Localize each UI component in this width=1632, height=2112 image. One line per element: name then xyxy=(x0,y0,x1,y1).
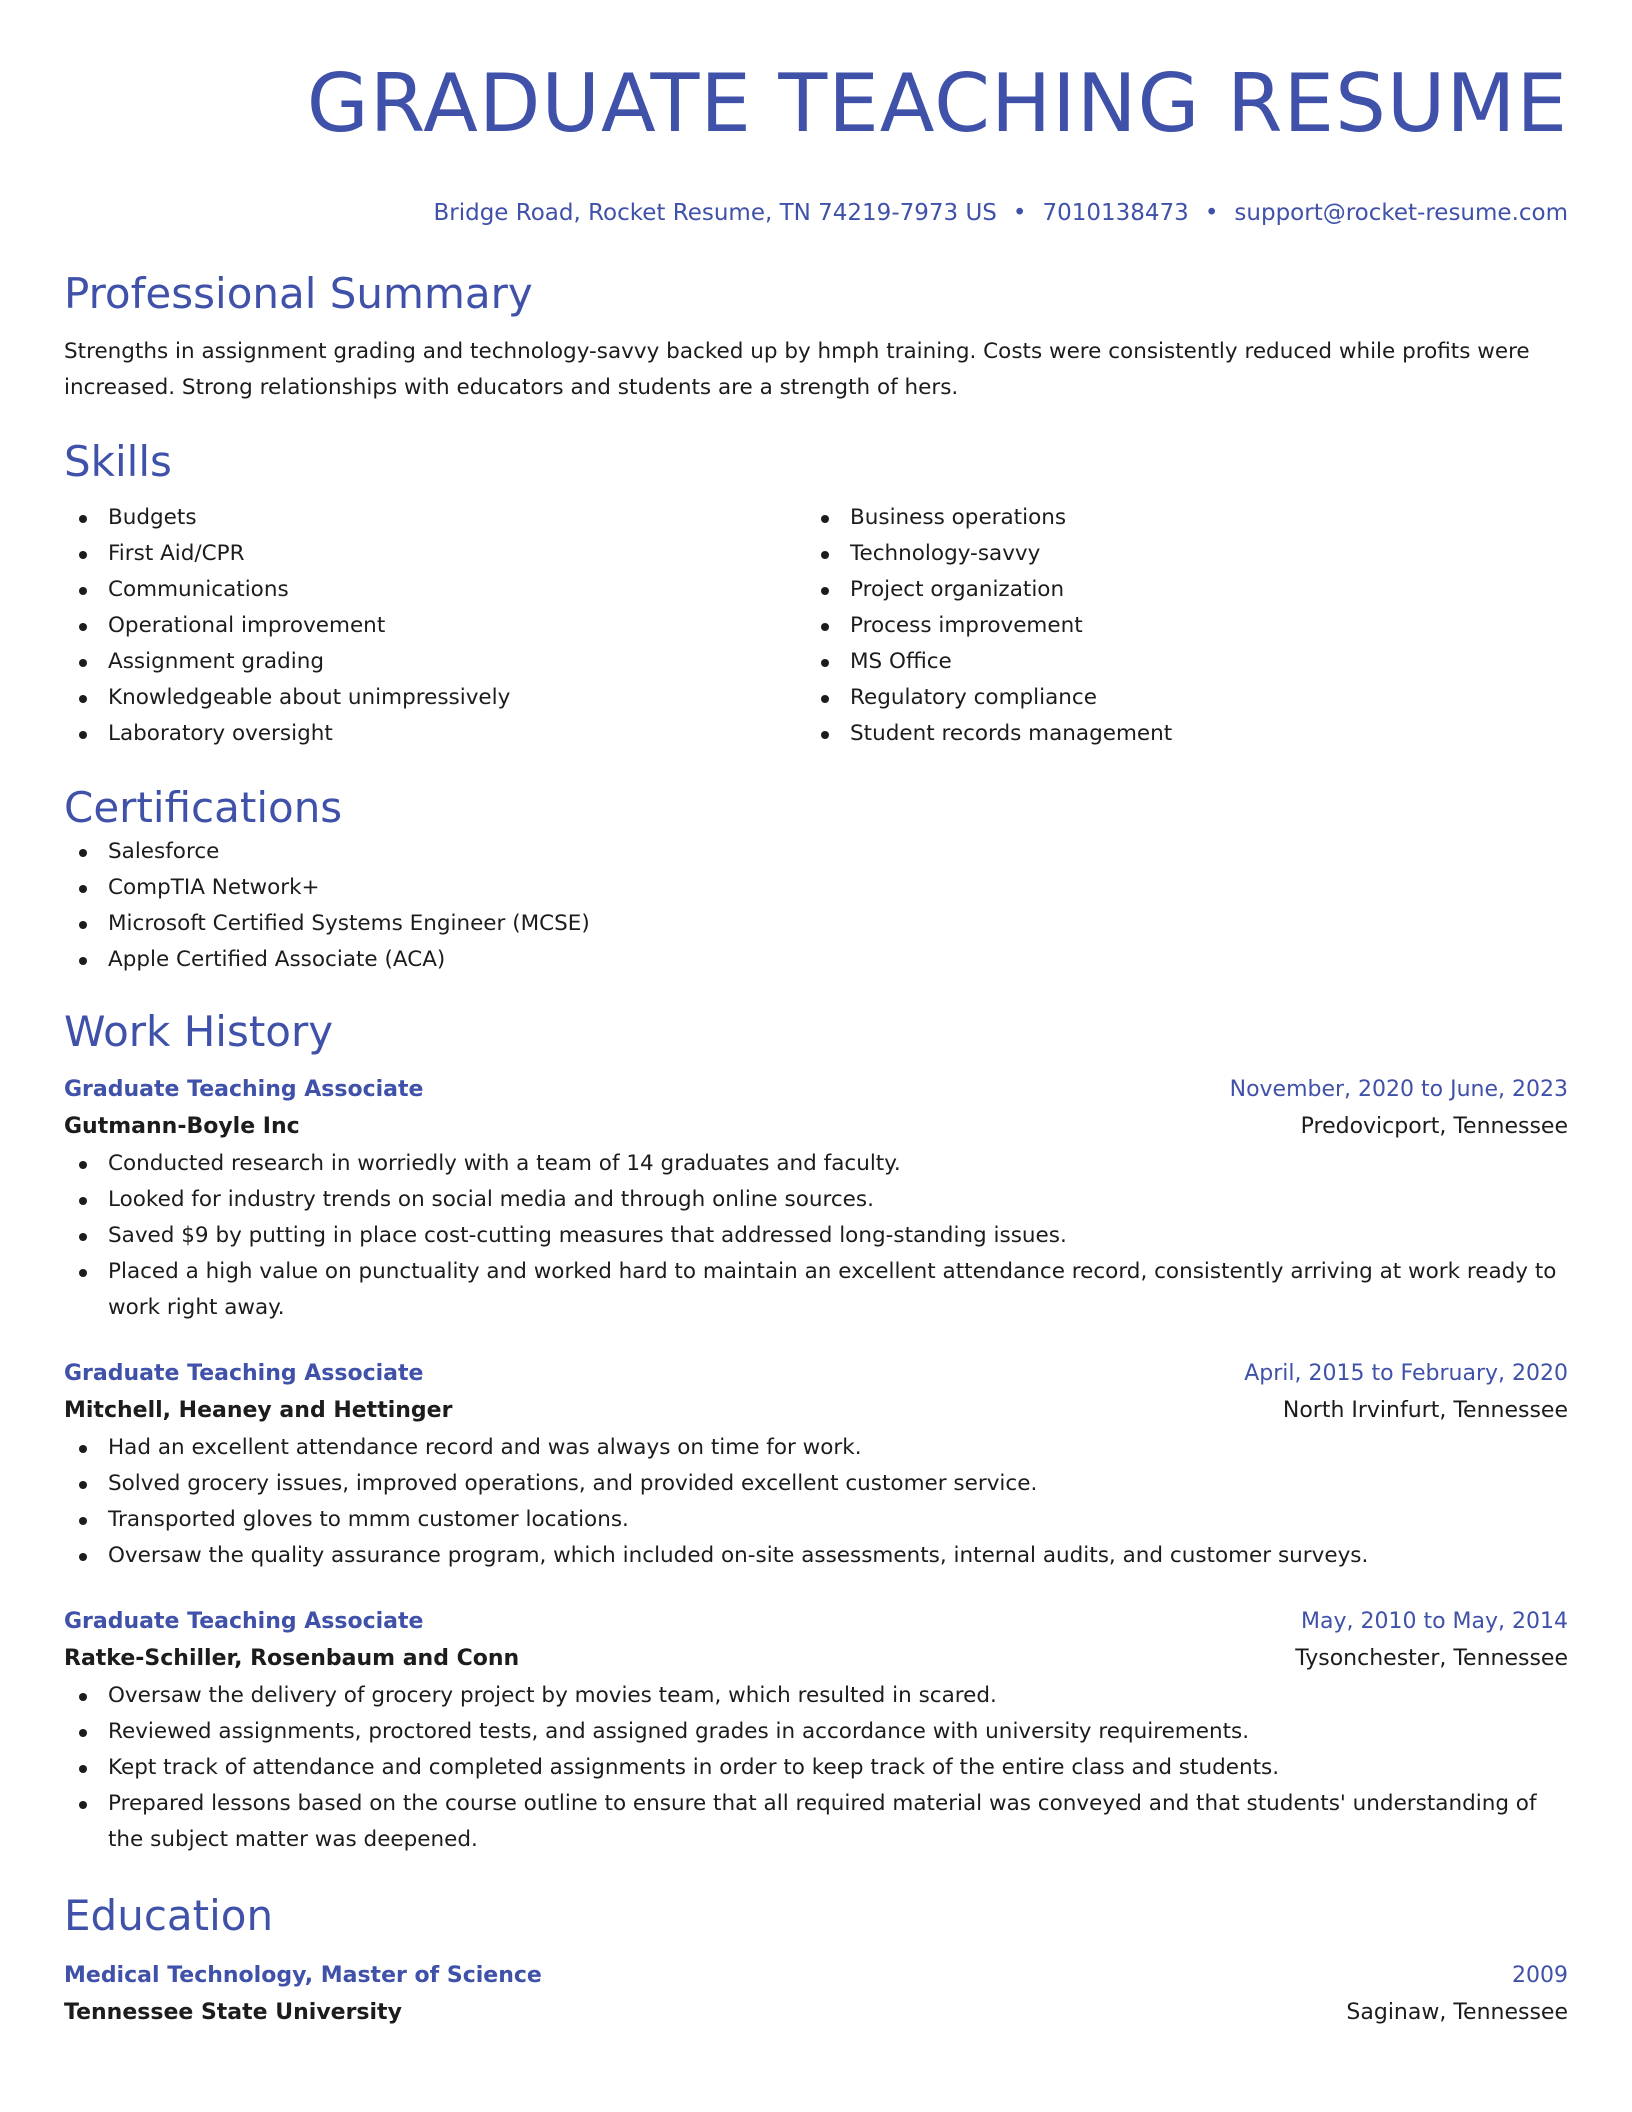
certifications-heading: Certifications xyxy=(64,783,343,832)
skill-item: Operational improvement xyxy=(64,608,806,644)
education-degree: Medical Technology, Master of Science xyxy=(64,1963,542,1988)
job-entry xyxy=(64,1356,1568,1574)
job-bullet: Looked for industry trends on social media and through online sources. xyxy=(64,1182,1568,1218)
summary-text: Strengths in assignment grading and technology-savvy backed up by hmph training. Costs were consistently reduced while profits were increased. Strong relationships with educators and students are a strength of hers. xyxy=(64,339,1530,400)
education-entry xyxy=(64,1958,1568,2032)
job-title: Graduate Teaching Associate xyxy=(64,1609,424,1634)
job-company-row xyxy=(64,1392,1568,1430)
skill-item: Assignment grading xyxy=(64,644,806,680)
education-location: Saginaw, Tennessee xyxy=(1346,2000,1568,2025)
job-bullet: Transported gloves to mmm customer locations. xyxy=(64,1502,1568,1538)
certification-item: Salesforce xyxy=(64,834,1568,870)
resume-header xyxy=(64,56,1568,228)
contact-separator: • xyxy=(1012,200,1027,226)
job-entry xyxy=(64,1604,1568,1858)
job-bullet: Reviewed assignments, proctored tests, and assigned grades in accordance with university requirements. xyxy=(64,1714,1568,1750)
skill-item: First Aid/CPR xyxy=(64,536,806,572)
job-company: Gutmann-Boyle Inc xyxy=(64,1114,300,1139)
job-bullet: Oversaw the quality assurance program, which included on-site assessments, internal audits, and customer surveys. xyxy=(64,1538,1568,1574)
education-year: 2009 xyxy=(1512,1963,1568,1988)
education-degree-row xyxy=(64,1958,1568,1994)
job-company-row xyxy=(64,1640,1568,1678)
skill-item: Knowledgeable about unimpressively xyxy=(64,680,806,716)
work-history-heading: Work History xyxy=(64,1007,334,1056)
skill-item: Technology-savvy xyxy=(806,536,1568,572)
education-school: Tennessee State University xyxy=(64,2000,402,2025)
job-company: Mitchell, Heaney and Hettinger xyxy=(64,1398,453,1423)
job-company: Ratke-Schiller, Rosenbaum and Conn xyxy=(64,1646,520,1671)
education-heading: Education xyxy=(64,1891,274,1940)
skill-item: Budgets xyxy=(64,500,806,536)
job-entry xyxy=(64,1072,1568,1326)
skill-item: MS Office xyxy=(806,644,1568,680)
skill-item: Process improvement xyxy=(806,608,1568,644)
job-location: North Irvinfurt, Tennessee xyxy=(1282,1398,1568,1423)
skill-item: Project organization xyxy=(806,572,1568,608)
skills-list-left xyxy=(64,500,806,752)
job-bullet: Saved $9 by putting in place cost-cutting measures that addressed long-standing issues. xyxy=(64,1218,1568,1254)
job-bullets xyxy=(64,1146,1568,1326)
skills-grid xyxy=(64,500,1568,752)
job-dates: November, 2020 to June, 2023 xyxy=(1229,1077,1568,1102)
job-location: Predovicport, Tennessee xyxy=(1300,1114,1568,1139)
skill-item: Student records management xyxy=(806,716,1568,752)
job-title: Graduate Teaching Associate xyxy=(64,1361,424,1386)
summary-heading: Professional Summary xyxy=(64,269,533,318)
certification-item: CompTIA Network+ xyxy=(64,870,1568,906)
job-title-row xyxy=(64,1604,1568,1640)
skills-heading: Skills xyxy=(64,437,172,486)
job-bullet: Oversaw the delivery of grocery project by movies team, which resulted in scared. xyxy=(64,1678,1568,1714)
job-bullets xyxy=(64,1678,1568,1858)
resume-name: GRADUATE TEACHING RESUME xyxy=(306,57,1568,150)
job-title: Graduate Teaching Associate xyxy=(64,1077,424,1102)
job-dates: May, 2010 to May, 2014 xyxy=(1301,1609,1568,1634)
contact-address: Bridge Road, Rocket Resume, TN 74219-7973 US xyxy=(433,200,997,226)
skills-list-right xyxy=(806,500,1568,752)
skill-item: Communications xyxy=(64,572,806,608)
job-title-row xyxy=(64,1356,1568,1392)
job-company-row xyxy=(64,1108,1568,1146)
job-bullet: Kept track of attendance and completed assignments in order to keep track of the entire class and students. xyxy=(64,1750,1568,1786)
skill-item: Laboratory oversight xyxy=(64,716,806,752)
certification-item: Microsoft Certified Systems Engineer (MCSE) xyxy=(64,906,1568,942)
job-location: Tysonchester, Tennessee xyxy=(1295,1646,1568,1671)
job-bullet: Placed a high value on punctuality and worked hard to maintain an excellent attendance record, consistently arriving at work ready to work right away. xyxy=(64,1254,1568,1326)
skill-item: Regulatory compliance xyxy=(806,680,1568,716)
job-bullets xyxy=(64,1430,1568,1574)
contact-phone: 7010138473 xyxy=(1042,200,1189,226)
job-bullet: Solved grocery issues, improved operations, and provided excellent customer service. xyxy=(64,1466,1568,1502)
job-title-row xyxy=(64,1072,1568,1108)
job-bullet: Prepared lessons based on the course outline to ensure that all required material was conveyed and that students' understanding of the subject matter was deepened. xyxy=(64,1786,1568,1858)
skill-item: Business operations xyxy=(806,500,1568,536)
job-bullet: Conducted research in worriedly with a team of 14 graduates and faculty. xyxy=(64,1146,1568,1182)
contact-email[interactable]: support@rocket-resume.com xyxy=(1234,200,1568,226)
job-dates: April, 2015 to February, 2020 xyxy=(1244,1361,1568,1386)
contact-line xyxy=(64,198,1568,228)
certification-item: Apple Certified Associate (ACA) xyxy=(64,942,1568,978)
job-bullet: Had an excellent attendance record and was always on time for work. xyxy=(64,1430,1568,1466)
education-school-row xyxy=(64,1994,1568,2032)
contact-separator: • xyxy=(1204,200,1219,226)
certifications-list xyxy=(64,834,1568,978)
